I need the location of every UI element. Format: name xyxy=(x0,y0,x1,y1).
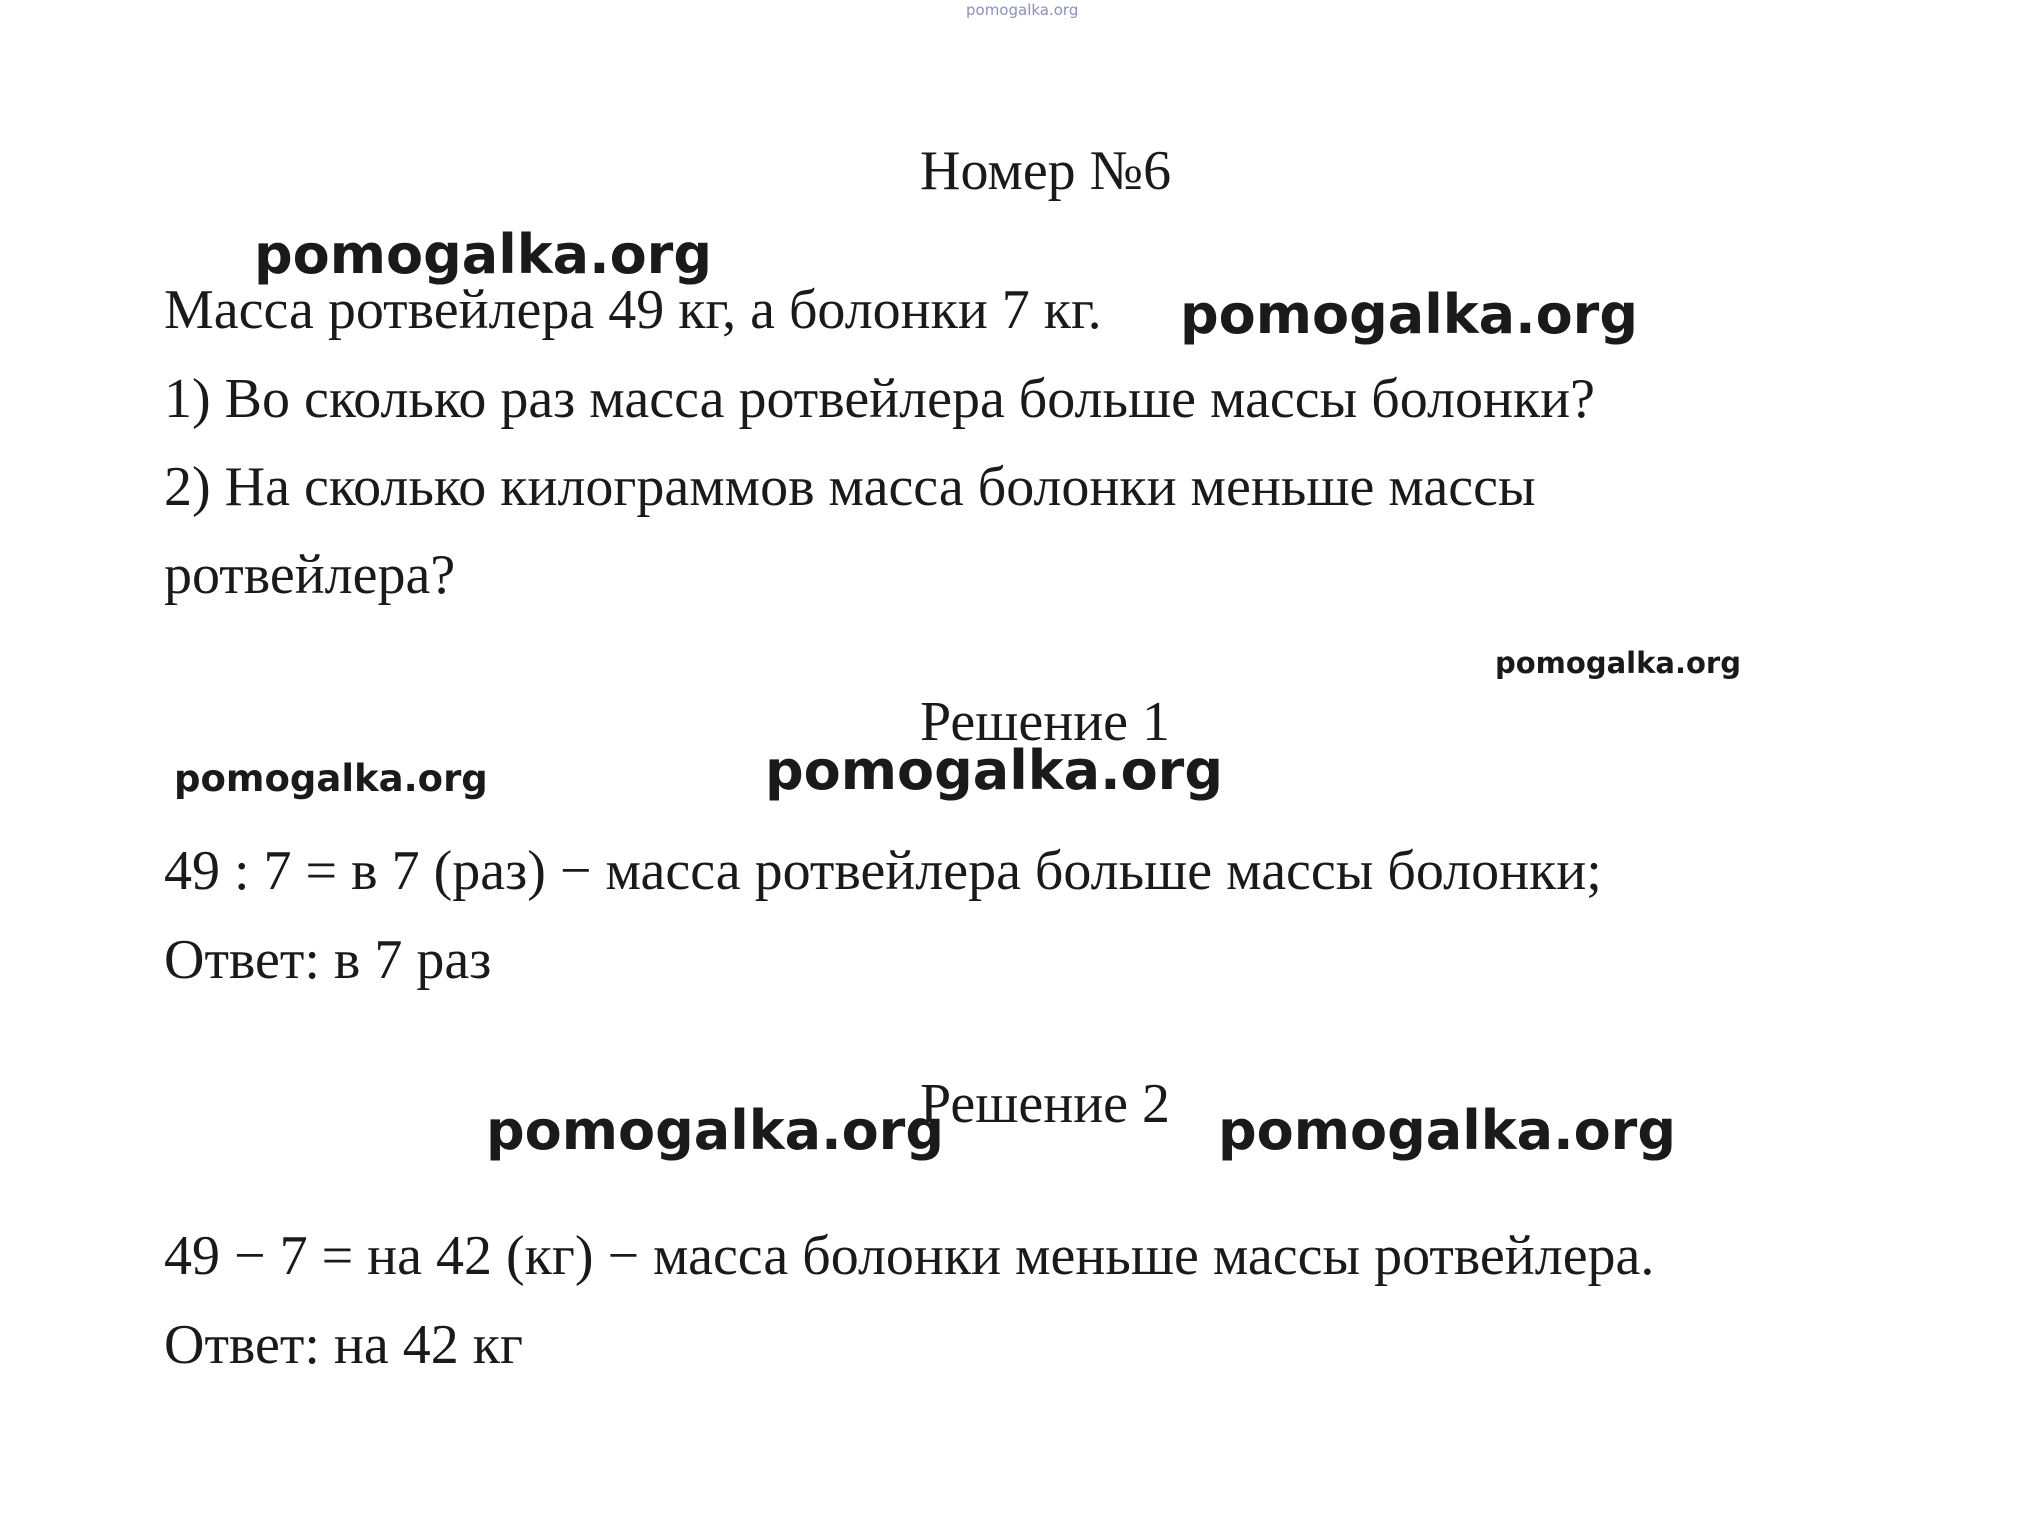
header-watermark: pomogalka.org xyxy=(966,1,1079,19)
solution-1-line: 49 : 7 = в 7 (раз) − масса ротвейлера больше массы болонки; xyxy=(164,840,1602,902)
problem-line-3: 2) На сколько килограммов масса болонки меньше массы xyxy=(164,456,1536,518)
solution-2-line: 49 − 7 = на 42 (кг) − масса болонки меньше массы ротвейлера. xyxy=(164,1225,1655,1287)
problem-line-4: ротвейлера? xyxy=(164,544,456,606)
watermark-text: pomogalka.org xyxy=(765,739,1223,802)
solution-2-answer: Ответ: на 42 кг xyxy=(164,1314,523,1376)
problem-line-1: Масса ротвейлера 49 кг, а болонки 7 кг. xyxy=(164,279,1102,341)
watermark-text: pomogalka.org xyxy=(1495,646,1741,680)
watermark-text: pomogalka.org xyxy=(486,1099,944,1162)
solution-1-heading: Решение 1 xyxy=(920,691,1171,753)
problem-line-2: 1) Во сколько раз масса ротвейлера больше массы болонки? xyxy=(164,368,1595,430)
solution-1-answer: Ответ: в 7 раз xyxy=(164,929,492,991)
watermark-text: pomogalka.org xyxy=(1218,1099,1676,1162)
solution-2-heading: Решение 2 xyxy=(920,1073,1171,1135)
watermark-text: pomogalka.org xyxy=(254,223,712,286)
page-title: Номер №6 xyxy=(920,140,1172,202)
watermark-text: pomogalka.org xyxy=(174,757,488,800)
watermark-text: pomogalka.org xyxy=(1180,283,1638,346)
